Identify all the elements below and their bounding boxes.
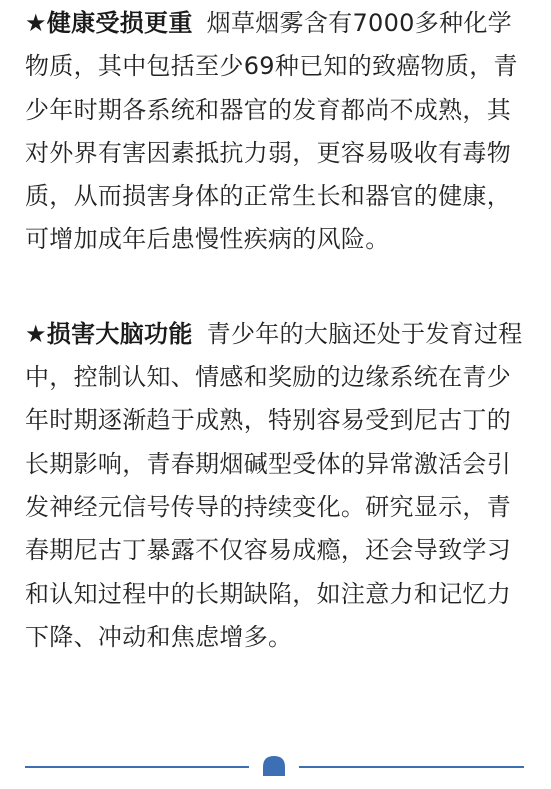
paragraph-text: 青少年的大脑还处于发育过程中，控制认知、情感和奖励的边缘系统在青少年时期逐渐趋于成熟，特别容易受到尼古丁的长期影响，青春期烟碱型受体的异常激活会引发神经元信号传导的持续变化。研究显示，青春期尼古丁暴露不仅容易成瘾，还会导致学习和认知过程中的长期缺陷，如注意力和记忆力下降、冲动和焦虑增多。	[25, 319, 523, 651]
paragraph-heading	[25, 320, 193, 348]
arch-ornament-icon	[262, 755, 286, 777]
section-divider	[0, 752, 551, 782]
article-body	[25, 0, 529, 659]
paragraph-health-damage	[25, 2, 529, 262]
paragraph-heading	[25, 9, 193, 37]
divider-line-right	[299, 766, 524, 768]
divider-line-left	[25, 766, 249, 768]
paragraph-brain-damage	[25, 313, 529, 659]
heading-text: 损害大脑功能	[46, 319, 193, 348]
star-icon: ★	[25, 9, 47, 37]
star-icon: ★	[25, 319, 47, 348]
paragraph-text: 烟草烟雾含有7000多种化学物质，其中包括至少69种已知的致癌物质，青少年时期各系统和器官的发育都尚不成熟，其对外界有害因素抵抗力弱，更容易吸收有毒物质，从而损害身体的正常生长和器官的健康，可增加成年后患慢性疾病的风险。	[25, 9, 518, 254]
heading-text: 健康受损更重	[46, 9, 193, 37]
